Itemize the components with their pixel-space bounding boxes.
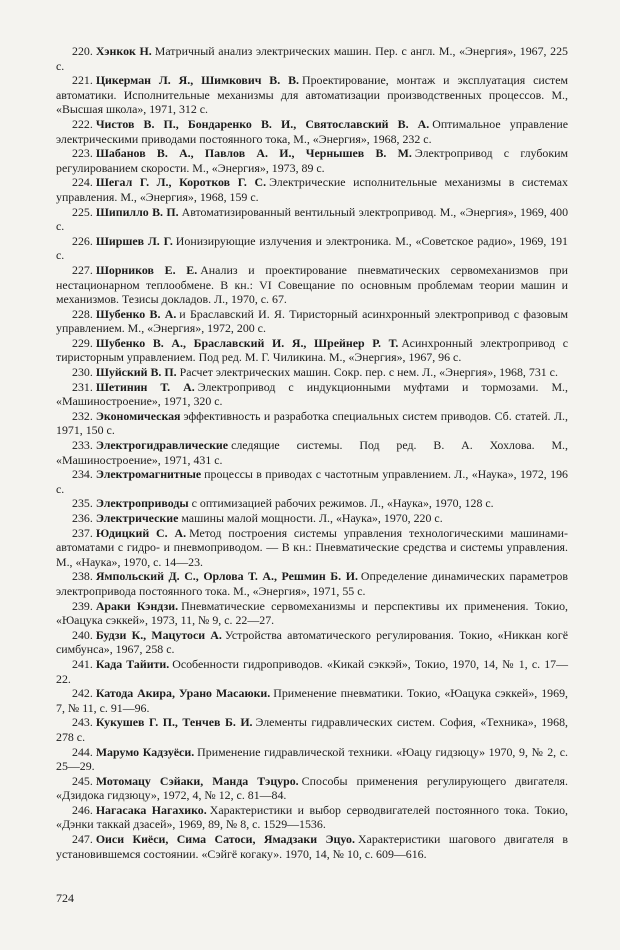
reference-entry xyxy=(56,175,568,204)
reference-entry xyxy=(56,409,568,438)
reference-authors: Ямпольский Д. С., Орлова Т. А., Решмин Б. И. xyxy=(95,569,358,584)
reference-number: 245. xyxy=(72,773,93,788)
reference-number: 247. xyxy=(72,832,93,847)
reference-authors: Шипилло В. П. xyxy=(95,204,179,219)
reference-number: 246. xyxy=(72,802,93,817)
reference-number: 242. xyxy=(72,686,93,701)
reference-entry xyxy=(56,336,568,365)
reference-number: 222. xyxy=(72,116,93,131)
reference-entry xyxy=(56,146,568,175)
reference-authors: Шорников Е. Е. xyxy=(95,262,198,277)
reference-authors: Кукушев Г. П., Тенчев Б. И. xyxy=(95,715,253,730)
reference-text: следящие системы. Под ред. В. А. Хохлова. М., «Машиностроение», 1971, 431 с. xyxy=(56,438,568,467)
reference-authors: Катода Акира, Урано Масаюки. xyxy=(95,686,271,701)
reference-text: Матричный анализ электрических машин. Пер. с англ. М., «Энергия», 1967, 225 с. xyxy=(56,44,568,73)
reference-number: 239. xyxy=(72,598,93,613)
reference-authors: Электромагнитные xyxy=(95,467,202,482)
reference-number: 235. xyxy=(72,496,93,511)
reference-text: Характеристики и выбор серводвигателей постоянного тока. Токио, «Дэнки таккай дзасей», 1969, 89, № 8, с. 1529—1536. xyxy=(56,802,568,832)
reference-number: 237. xyxy=(72,525,93,540)
reference-entry xyxy=(56,73,568,117)
reference-number: 223. xyxy=(72,146,93,161)
reference-entry xyxy=(56,117,568,146)
reference-text: Применение гидравлической техники. «Юацу гидзюцу» 1970, 9, № 2, с. 25—29. xyxy=(56,744,568,774)
reference-entry xyxy=(56,803,568,832)
reference-text: Электрические исполнительные механизмы в системах управления. М., «Энергия», 1968, 159 с. xyxy=(56,175,568,204)
reference-text: Электропривод с глубоким регулированием скорости. М., «Энергия», 1973, 89 с. xyxy=(56,146,568,175)
reference-number: 227. xyxy=(72,262,93,277)
reference-number: 225. xyxy=(72,204,93,219)
reference-entry xyxy=(56,496,568,511)
reference-authors: Экономическая xyxy=(95,408,181,423)
reference-authors: Шуйский В. П. xyxy=(95,365,177,380)
reference-authors: Када Тайити. xyxy=(95,656,170,671)
reference-entry xyxy=(56,657,568,686)
reference-number: 233. xyxy=(72,438,93,453)
reference-number: 232. xyxy=(72,408,93,423)
reference-authors: Юдицкий С. А. xyxy=(95,525,187,540)
reference-text: Электропривод с индукционными муфтами и тормозами. М., «Машиностроение», 1971, 320 с. xyxy=(56,379,568,409)
reference-entry xyxy=(56,526,568,570)
reference-entry xyxy=(56,715,568,744)
reference-number: 224. xyxy=(72,175,93,190)
reference-authors: Ширшев Л. Г. xyxy=(95,233,173,248)
reference-authors: Электрогидравлические xyxy=(95,438,229,453)
reference-entry xyxy=(56,307,568,336)
reference-authors: Цикерман Л. Я., Шимкович В. В. xyxy=(95,73,300,88)
reference-text: машины малой мощности. Л., «Наука», 1970, 220 с. xyxy=(181,511,443,525)
reference-text: с оптимизацией рабочих режимов. Л., «Наука», 1970, 128 с. xyxy=(191,496,494,511)
reference-number: 230. xyxy=(72,365,93,380)
reference-number: 221. xyxy=(72,73,93,88)
reference-entry xyxy=(56,628,568,657)
reference-entry xyxy=(56,569,568,598)
reference-number: 231. xyxy=(72,379,93,394)
reference-authors: Шубенко В. А. xyxy=(95,306,177,321)
reference-number: 238. xyxy=(72,569,93,584)
page-number: 724 xyxy=(56,891,74,905)
reference-number: 241. xyxy=(72,656,93,671)
reference-number: 244. xyxy=(72,744,93,759)
reference-text: Анализ и проектирование пневматических сервомеханизмов при нестационарном теплообмене. В кн.: VI Совещание по основным проблемам теории машин и механизмов. Тезисы докладов. Л., 1970, с. 67. xyxy=(56,262,568,307)
reference-text: Определение динамических параметров электропривода постоянного тока. М., «Энергия», 1971, 55 с. xyxy=(56,569,568,598)
reference-text: Ионизирующие излучения и электроника. М., «Советское радио», 1969, 191 с. xyxy=(56,233,568,263)
reference-number: 243. xyxy=(72,715,93,730)
reference-text: Расчет электрических машин. Сокр. пер. с нем. Л., «Энергия», 1968, 731 с. xyxy=(179,365,558,380)
reference-number: 226. xyxy=(72,233,93,248)
reference-authors: Электроприводы xyxy=(95,496,189,511)
reference-number: 240. xyxy=(72,627,93,642)
reference-number: 229. xyxy=(72,335,93,350)
reference-authors: Электрические xyxy=(95,511,179,525)
reference-authors: Оиси Киёси, Сима Сатоси, Ямадзаки Эцуо. xyxy=(95,832,355,847)
reference-text: и Браславский И. Я. Тиристорный асинхронный электропривод с фазовым управлением. М., «Энергия», 1972, 200 с. xyxy=(56,306,568,336)
reference-entry xyxy=(56,205,568,234)
reference-text: процессы в приводах с частотным управлением. Л., «Наука», 1972, 196 с. xyxy=(56,467,568,496)
reference-text: Оптимальное управление электрическими приводами постоянного тока, М., «Энергия», 1968, 232 с. xyxy=(56,116,568,146)
reference-number: 236. xyxy=(72,511,93,525)
reference-text: Асинхронный электропривод с тиристорным управлением. Под ред. М. Г. Чиликина. М., «Энергия», 1967, 96 с. xyxy=(56,335,568,365)
reference-entry xyxy=(56,832,568,861)
reference-authors: Мотомацу Сэйаки, Манда Тэцуро. xyxy=(95,773,299,788)
reference-authors: Шегал Г. Л., Коротков Г. С. xyxy=(95,175,267,190)
reference-text: Метод построения системы управления технологическими машинами-автоматами с гидро- и пневмоприводом. — В кн.: Пневматические средства и системы управления. М., «Наука», 1970, с. 14—23. xyxy=(56,525,568,569)
reference-entry xyxy=(56,365,568,380)
reference-entry xyxy=(56,380,568,409)
reference-authors: Марумо Кадзуёси. xyxy=(95,744,195,759)
reference-entry xyxy=(56,511,568,526)
reference-number: 220. xyxy=(72,44,93,58)
reference-entry xyxy=(56,44,568,73)
reference-text: Применение пневматики. Токио, «Юацука сэккей», 1969, 7, № 11, с. 91—96. xyxy=(56,686,568,715)
reference-text: Пневматические сервомеханизмы и перспективы их применения. Токио, «Юацука сэккей», 1973, 11, № 9, с. 22—27. xyxy=(56,598,568,628)
reference-text: Элементы гидравлических систем. София, «Техника», 1968, 278 с. xyxy=(56,715,568,744)
reference-list xyxy=(56,44,568,861)
reference-text: Автоматизированный вентильный электропривод. М., «Энергия», 1969, 400 с. xyxy=(56,204,569,234)
reference-authors: Шубенко В. А., Браславский И. Я., Шрейнер Р. Т. xyxy=(95,335,399,350)
reference-entry xyxy=(56,745,568,774)
reference-entry xyxy=(56,467,568,496)
reference-authors: Хэнкок Н. xyxy=(95,44,152,58)
reference-authors: Араки Кэндзи. xyxy=(95,598,179,613)
reference-text: эффективность и разработка специальных систем приводов. Сб. статей. Л., 1971, 150 с. xyxy=(56,408,568,438)
reference-text: Способы применения регулирующего двигателя. «Дзидока гидзюцу», 1972, 4, № 12, с. 81—84. xyxy=(56,773,568,803)
reference-number: 228. xyxy=(72,306,93,321)
reference-number: 234. xyxy=(72,467,93,482)
reference-text: Проектирование, монтаж и эксплуатация систем автоматики. Исполнительные механизмы для автоматизации производственных процессов. М., «Высшая школа», 1971, 312 с. xyxy=(56,73,568,117)
reference-entry xyxy=(56,263,568,307)
reference-authors: Чистов В. П., Бондаренко В. И., Святославский В. А. xyxy=(95,116,430,131)
reference-authors: Шабанов В. А., Павлов А. И., Чернышев В. М. xyxy=(95,146,412,161)
reference-entry xyxy=(56,774,568,803)
reference-authors: Шетинин Т. А. xyxy=(95,379,195,394)
reference-entry xyxy=(56,599,568,628)
reference-entry xyxy=(56,686,568,715)
reference-authors: Нагасака Нагахико. xyxy=(95,802,207,817)
reference-authors: Будзи К., Мацутоси А. xyxy=(95,627,222,642)
reference-entry xyxy=(56,438,568,467)
reference-entry xyxy=(56,234,568,263)
reference-text: Особенности гидроприводов. «Кикай сэккэй», Токио, 1970, 14, № 1, с. 17—22. xyxy=(56,656,568,686)
reference-text: Устройства автоматического регулирования. Токио, «Никкан когё симбунса», 1967, 258 с. xyxy=(56,627,569,657)
reference-text: Характеристики шагового двигателя в установившемся состоянии. «Сэйгё когаку». 1970, 14, № 10, с. 609—616. xyxy=(56,832,568,861)
